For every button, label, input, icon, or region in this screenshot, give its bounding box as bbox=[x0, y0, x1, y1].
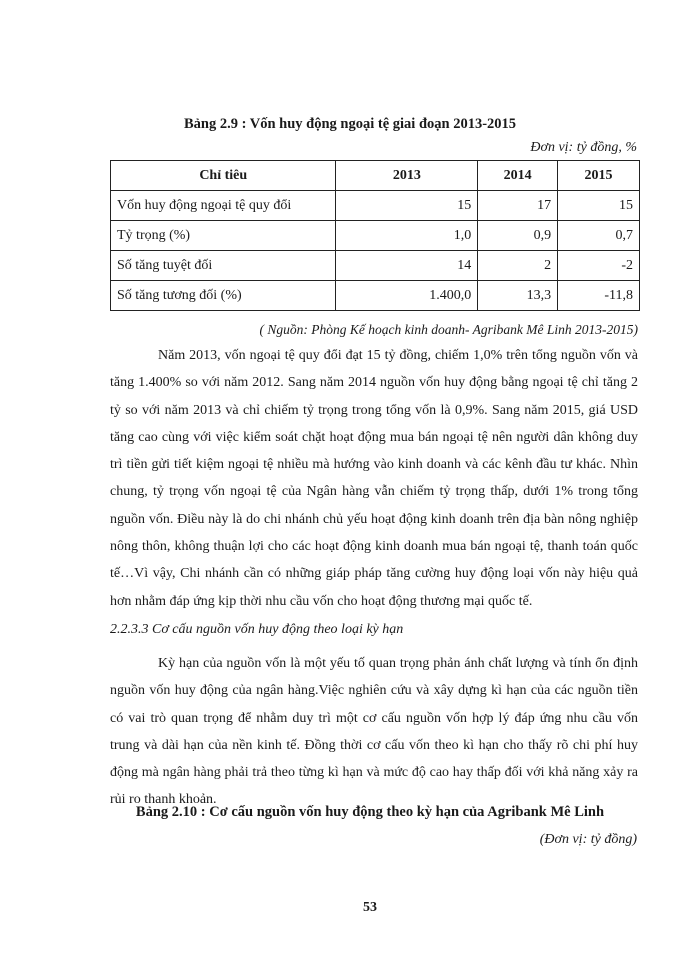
paragraph-2-text: Kỳ hạn của nguồn vốn là một yếu tố quan trọng phản ánh chất lượng và tính ổn định nguồn vốn huy động của ngân hàng.Việc nghiên cứu và xây dựng kì hạn của các nguồn tiền có vai trò quan trọng để nhằm duy trì một cơ cấu nguồn vốn hợp lý đáp ứng nhu cầu vốn trung và dài hạn của nền kinh tế. Đồng thời cơ cấu vốn theo kì hạn cho thấy rõ chi phí huy động mà ngân hàng phải trả theo từng kì hạn và mức độ cao hay thấp đối với khả năng xảy ra rủi ro thanh khoản. bbox=[110, 656, 638, 808]
cell-2013: 15 bbox=[336, 191, 478, 221]
cell-2015: -2 bbox=[558, 251, 640, 281]
cell-2015: 15 bbox=[558, 191, 640, 221]
table-row bbox=[111, 191, 640, 221]
cell-2014: 17 bbox=[478, 191, 558, 221]
cell-2014: 0,9 bbox=[478, 221, 558, 251]
table-2-10-unit: (Đơn vị: tỷ đồng) bbox=[539, 832, 637, 847]
table-header-row bbox=[111, 161, 640, 191]
paragraph-1 bbox=[110, 342, 638, 615]
table-2-9-unit: Đơn vị: tỷ đồng, % bbox=[530, 140, 637, 155]
paragraph-1-text: Năm 2013, vốn ngoại tệ quy đổi đạt 15 tỷ đồng, chiếm 1,0% trên tổng nguồn vốn và tăng 1.400% so với năm 2012. Sang năm 2014 nguồn vốn huy động bằng ngoại tệ chỉ tăng 2 tỷ so với năm 2013 và chỉ chiếm tỷ trọng trong tổng vốn là 0,9%. Sang năm 2015, giá USD tăng cao cùng với việc kiểm soát chặt hoạt động mua bán ngoại tệ nên người dân không duy trì tiền gửi tiết kiệm ngoại tệ nhiều mà hướng vào kinh doanh và các kênh đầu tư khác. Nhìn chung, tỷ trọng vốn ngoại tệ của Ngân hàng vẫn chiếm tỷ trọng thấp, dưới 1% trong tổng nguồn vốn. Điều này là do chi nhánh chủ yếu hoạt động kinh doanh trên địa bàn nông nghiệp nông thôn, không thuận lợi cho các hoạt động kinh doanh mua bán ngoại tệ, thanh toán quốc tế…Vì vậy, Chi nhánh cần có những giáp pháp tăng cường huy động loại vốn này hiệu quả hơn nhằm đáp ứng kịp thời nhu cầu vốn cho hoạt động thương mại quốc tế. bbox=[110, 348, 638, 609]
cell-2015: 0,7 bbox=[558, 221, 640, 251]
row-label: Vốn huy động ngoại tệ quy đổi bbox=[111, 191, 336, 221]
header-2013: 2013 bbox=[336, 161, 478, 191]
cell-2015: -11,8 bbox=[558, 281, 640, 311]
cell-2014: 13,3 bbox=[478, 281, 558, 311]
cell-2014: 2 bbox=[478, 251, 558, 281]
row-label: Số tăng tương đối (%) bbox=[111, 281, 336, 311]
table-2-9 bbox=[110, 160, 640, 311]
table-row bbox=[111, 221, 640, 251]
header-2015: 2015 bbox=[558, 161, 640, 191]
table-2-9-source: ( Nguồn: Phòng Kế hoạch kinh doanh- Agribank Mê Linh 2013-2015) bbox=[259, 322, 638, 337]
header-2014: 2014 bbox=[478, 161, 558, 191]
table-row bbox=[111, 281, 640, 311]
table-2-9-title: Bảng 2.9 : Vốn huy động ngoại tệ giai đoạn 2013-2015 bbox=[183, 116, 517, 132]
page-number: 53 bbox=[363, 900, 377, 915]
row-label: Số tăng tuyệt đối bbox=[111, 251, 336, 281]
table-2-10-title: Bảng 2.10 : Cơ cấu nguồn vốn huy động theo kỳ hạn của Agribank Mê Linh bbox=[135, 804, 605, 820]
row-label: Tỷ trọng (%) bbox=[111, 221, 336, 251]
cell-2013: 14 bbox=[336, 251, 478, 281]
header-chi-tieu: Chỉ tiêu bbox=[111, 161, 336, 191]
section-heading: 2.2.3.3 Cơ cấu nguồn vốn huy động theo loại kỳ hạn bbox=[110, 622, 404, 637]
cell-2013: 1.400,0 bbox=[336, 281, 478, 311]
paragraph-2 bbox=[110, 650, 638, 814]
cell-2013: 1,0 bbox=[336, 221, 478, 251]
table-row bbox=[111, 251, 640, 281]
